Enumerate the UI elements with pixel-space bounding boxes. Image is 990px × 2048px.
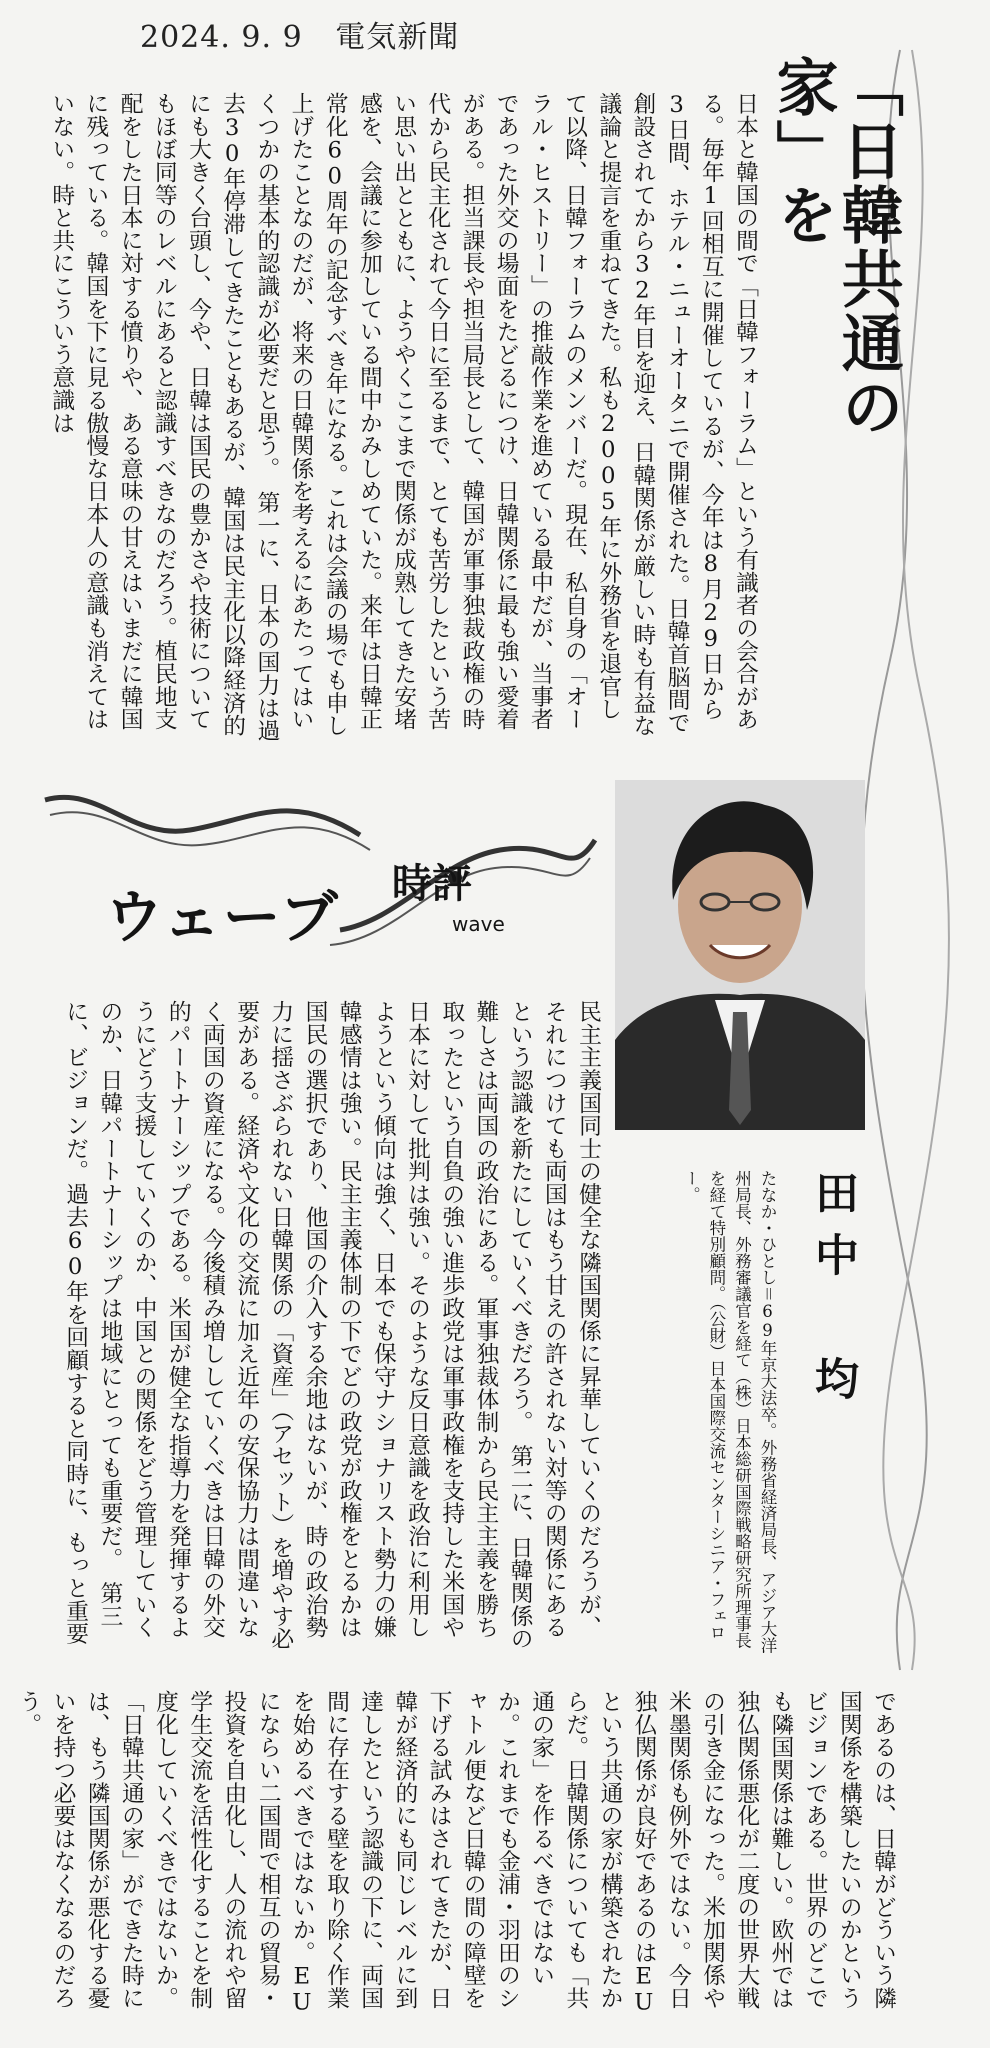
column-label-en: wave [452, 912, 505, 936]
author-portrait [615, 780, 865, 1130]
article-body-middle: 民主主義国同士の健全な隣国関係に昇華していくのだろうが、それにつけても両国はもう甘えの許されない対等の関係にあるという認識を新たにしていくべきだろう。 第二に、日韓関係の難しさは両国の政治にある。軍事独裁体制から民主主義を勝ち取ったという自負の強い進歩政党は軍事政権を支持した米国や日本に対して批判は強い。そのような反日意識を政治に利用しようという傾向は強く、日本でも保守ナショナリスト勢力の嫌韓感情は強い。民主主義体制の下でどの政党が政権をとるかは国民の選択であり、他国の介入する余地はないが、時の政治勢力に揺さぶられない日韓関係の「資産」（アセット）を増やす必要がある。経済や文化の交流に加え近年の安保協力は間違いなく両国の資産になる。今後積み増ししていくべきは日韓の外交的パートナーシップである。米国が健全な指導力を発揮するようにどう支援していくのか、中国との関係をどう管理していくのか、日韓パートナーシップは地域にとっても重要だ。 第三に、ビジョンだ。過去60年を回顧すると同時に、もっと重要 [62, 1000, 601, 1650]
issue-date: 2024. 9. 9 [140, 20, 303, 55]
article-body-bottom: であるのは、日韓がどういう隣国関係を構築したいのかというビジョンである。世界のどこでも隣国関係は難しい。欧州では独仏関係悪化が二度の世界大戦の引き金になった。米加関係や米墨関係も例外ではない。今日独仏関係が良好であるのはEUという共通の家が構築されたからだ。日韓関係についても「共通の家」を作るべきではないか。これまでも金浦・羽田のシャトル便など日韓の間の障壁を下げる試みはされてきたが、日韓が経済的にも同じレベルに到達したという認識の下に、両国間に存在する壁を取り除く作業を始めるべきではないか。EUにならい二国間で相互の貿易・投資を自由化し、人の流れや留学生交流を活性化することを制度化していくべきではないか。「日韓共通の家」ができた時には、もう隣国関係が悪化する憂いを持つ必要はなくなるのだろう。 [15, 1690, 896, 2016]
author-profile: たなか・ひとし＝69年京大法卒。外務省経済局長、アジア大洋州局長、外務審議官を経て（株）日本総研国際戦略研究所理事長を経て特別顧問。（公財）日本国際交流センターシニア・フェロー。 [681, 1170, 777, 1654]
author-name: 田中 均 [807, 1170, 858, 1418]
newspaper-name: 電気新聞 [335, 20, 460, 55]
column-label: 時評 [392, 861, 472, 907]
author-photo [615, 780, 865, 1130]
column-title: ウェーブ [105, 883, 340, 951]
article-body-top: 日本と韓国の間で「日韓フォーラム」という有識者の会合がある。毎年1回相互に開催しているが、今年は8月29日から3日間、ホテル・ニューオータニで開催された。日韓首脳間で創設されてから32年目を迎え、日韓関係が厳しい時も有益な議論と提言を重ねてきた。私も2005年に外務省を退官して以降、日韓フォーラムのメンバーだ。現在、私自身の「オーラル・ヒストリー」の推敲作業を進めている最中だが、当事者であった外交の場面をたどるにつけ、日韓関係に最も強い愛着がある。担当課長や担当局長として、韓国が軍事独裁政権の時代から民主化されて今日に至るまで、とても苦労したという苦い思い出とともに、ようやくここまで関係が成熟してきた安堵感を、会議に参加している間中かみしめていた。来年は日韓正常化60周年の記念すべき年になる。これは会議の場でも申し上げたことなのだが、将来の日韓関係を考えるにあたってはいくつかの基本的認識が必要だと思う。 第一に、日本の国力は過去30年停滞してきたこともあるが、韓国は民主化以降経済的にも大きく台頭し、今や、日韓は国民の豊かさや技術についてもほぼ同等のレベルにあると認識すべきなのだろう。植民地支配をした日本に対する憤りや、ある意味の甘えはいまだに韓国に残っている。韓国を下に見る傲慢な日本人の意識も消えてはいない。時と共にこういう意識は [48, 92, 758, 742]
headline: 「日韓共通の家」を [766, 55, 905, 439]
paper-header [140, 12, 481, 56]
